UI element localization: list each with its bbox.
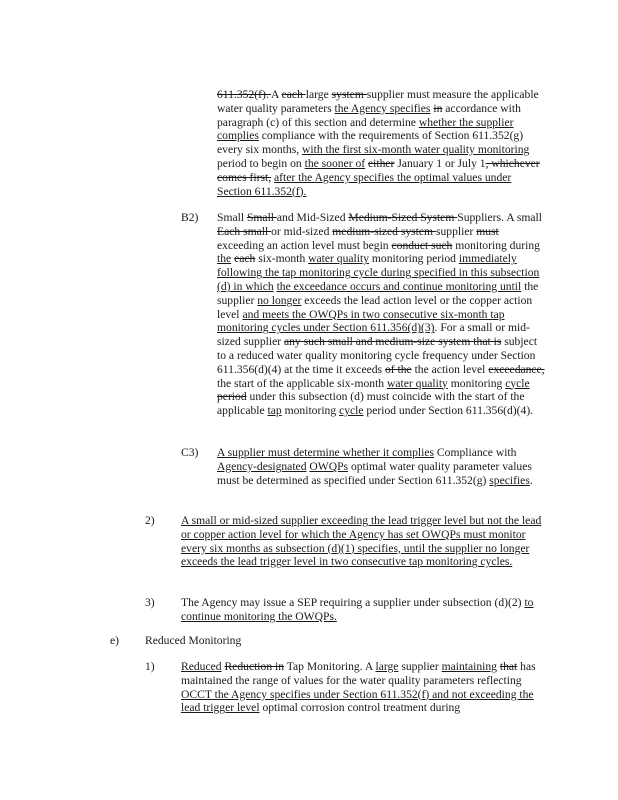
text-run: supplier must measure the applicable water quality parameters [217, 88, 539, 115]
inserted-text: to continue monitoring the OWQPs. [181, 596, 534, 623]
text-run: monitoring during [452, 238, 540, 252]
text-run: exceeding an action level must begin [217, 238, 392, 252]
deleted-text: Small [246, 211, 277, 224]
text-run: the supplier [217, 279, 539, 307]
deleted-text: medium-sized system [332, 224, 436, 238]
text-run: exceeds the lead action level or the copper action level [217, 293, 533, 321]
text-run: Tap Monitoring. A [284, 660, 376, 673]
deleted-text: , whichever comes first, [217, 156, 540, 184]
text-run: the start of the applicable six-month [217, 376, 387, 390]
section-label-e: e) [110, 634, 120, 647]
inserted-text: the Agency specifies [334, 101, 431, 115]
inserted-text: after the Agency specifies the optimal values under Section 611.352(f). [217, 170, 512, 198]
deleted-text: system [331, 88, 367, 101]
item-label-b2: B2) [181, 211, 199, 224]
text-run: under this subsection (d) must coincide with the start of the applicable [217, 390, 525, 418]
inserted-text: tap [267, 404, 282, 418]
deleted-text: Each small [217, 224, 272, 238]
inserted-text: whether the supplier complies [217, 115, 514, 143]
text-run: subject to a reduced water quality monitoring cycle frequency under Section 611.356(d)(4) at the time it exceeds [217, 335, 538, 376]
inserted-text: A small or mid-sized supplier exceeding the lead trigger level but not the lead or copper action level for which the Agency has set OWQPs must monitor every six months as subsection (d)(1) specifies, until the supplier no longer exceeds the lead trigger level in two consecutive tap monitoring cycles. [181, 514, 542, 569]
inserted-text: OWQPs [309, 459, 349, 473]
inserted-text: water quality [387, 376, 448, 390]
deleted-text: Medium-Sized System [348, 211, 458, 224]
inserted-text: water quality [308, 252, 370, 266]
deleted-text: of the [384, 362, 412, 376]
paragraph-e1-reduced-tap-monitoring [181, 660, 543, 715]
text-run: or mid-sized [271, 224, 333, 238]
text-run: Compliance with [434, 446, 517, 459]
text-run: monitoring [281, 404, 340, 418]
deleted-text: in [433, 101, 443, 115]
inserted-text: and meets the OWQPs in two consecutive six-month tap monitoring cycles under Section 611.356(d)(3) [217, 307, 505, 335]
item-label-c3: C3) [181, 446, 199, 459]
inserted-text: cycle [505, 376, 530, 390]
deleted-text: Reduction in [224, 660, 285, 673]
inserted-text: OCCT the Agency specifies under Section 611.352(f) and not exceeding the lead trigger level [181, 687, 534, 715]
text-run: . [529, 473, 533, 487]
inserted-text: A supplier must determine whether it complies [217, 446, 435, 459]
text-run: six-month [255, 252, 309, 266]
paragraph-d3-sep [181, 596, 543, 624]
item-label-e1: 1) [145, 660, 155, 673]
paragraph-b2-small-mid-sized-suppliers [217, 211, 547, 418]
text-run: monitoring [447, 376, 506, 390]
section-heading-reduced-monitoring: Reduced Monitoring [145, 634, 242, 647]
text-run: Suppliers. A small [457, 211, 542, 224]
text-run: compliance with the requirements of Section 611.352(g) every six months, [217, 129, 524, 157]
deleted-text: must [476, 224, 499, 238]
text-run: large [305, 88, 332, 101]
deleted-text: any such small and medium-size system that is [283, 335, 502, 349]
text-run: and Mid-Sized [276, 211, 349, 224]
text-run: period to begin on [217, 156, 305, 170]
text-run: supplier [398, 660, 442, 673]
text-run: Small [217, 211, 247, 224]
inserted-text: large [375, 660, 399, 673]
text-run: accordance with paragraph (c) of this section and determine [217, 101, 521, 129]
inserted-text: Reduced [181, 660, 222, 673]
paragraph-d2-lead-trigger-level [181, 514, 543, 569]
inserted-text: the exceedance occurs and continue monitoring until [276, 279, 522, 293]
deleted-text: period [217, 390, 247, 404]
inserted-text: Agency-designated [217, 459, 307, 473]
inserted-text: with the first six-month water quality monitoring [302, 143, 530, 157]
inserted-text: maintaining [441, 660, 497, 673]
deleted-text: either [368, 156, 395, 170]
inserted-text: no longer [257, 293, 302, 307]
text-run: A [271, 88, 282, 101]
text-run: the action level [411, 362, 489, 376]
deleted-text: 611.352(f). [217, 88, 271, 101]
text-run: . For a small or mid-sized supplier [217, 321, 530, 349]
inserted-text: the sooner of [304, 156, 366, 170]
paragraph-611-352f-continuation [217, 88, 547, 198]
text-run: period under Section 611.356(d)(4). [363, 404, 534, 418]
deleted-text: each [281, 88, 306, 101]
inserted-text: specifies [489, 473, 530, 487]
paragraph-c3-compliance-owqps [217, 446, 547, 487]
item-label-d3: 3) [145, 596, 155, 609]
text-run: January 1 or July 1 [394, 156, 486, 170]
text-run: The Agency may issue a SEP requiring a supplier under subsection (d)(2) [181, 596, 525, 609]
text-run: supplier [435, 224, 477, 238]
deleted-text: conduct such [391, 238, 453, 252]
text-run: optimal water quality parameter values must be determined as specified under Section 611.352(g) [217, 459, 532, 487]
deleted-text: exceedance, [488, 362, 545, 376]
text-run: monitoring period [369, 252, 459, 266]
text-run: optimal corrosion control treatment during [259, 701, 461, 715]
inserted-text: the [217, 252, 232, 266]
item-label-d2: 2) [145, 514, 155, 527]
text-run: has maintained the range of values for the water quality parameters reflecting [181, 660, 536, 687]
inserted-text: cycle [339, 404, 364, 418]
inserted-text: immediately following the tap monitoring cycle during specified in this subsection (d) in which [217, 252, 540, 293]
deleted-text: each [234, 252, 256, 266]
deleted-text: that [499, 660, 518, 673]
